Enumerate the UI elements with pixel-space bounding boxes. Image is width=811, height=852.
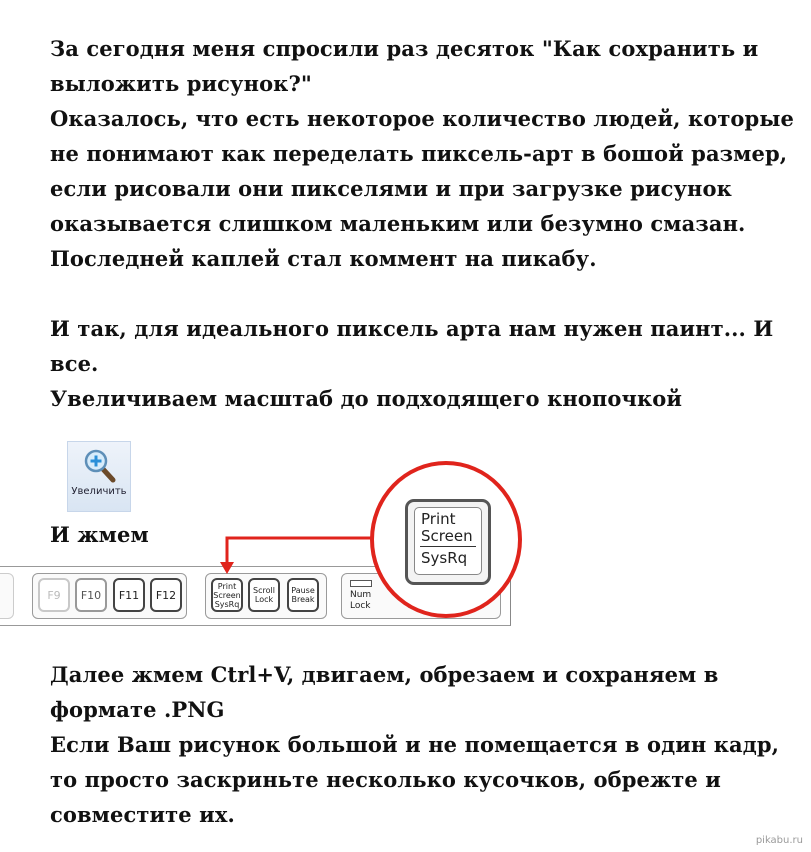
f12-key: F12 [150,578,182,612]
text-line: формате .PNG [50,697,225,722]
scroll-lock-key: Scroll Lock [248,578,280,612]
text-line: оказывается слишком маленьким или безумно смазан. [50,211,746,236]
pause-break-key: Pause Break [287,578,319,612]
num-lock-label: Num Lock [350,590,372,611]
text-line: Далее жмем Ctrl+V, двигаем, обрезаем и сохраняем в [50,662,719,687]
text-line: не понимают как переделать пиксель-арт в бошой размер, [50,141,788,166]
key-group-left [0,573,14,619]
callout-line-3: SysRq [421,549,468,567]
callout-divider [420,546,476,547]
text-line: Если Ваш рисунок большой и не помещается в один кадр, [50,732,780,757]
text-line: если рисовали они пикселями и при загрузке рисунок [50,176,732,201]
print-screen-key-face [414,507,482,575]
paint-paragraph [50,311,774,416]
watermark: pikabu.ru [755,835,803,846]
callout-line-2: Screen [421,527,473,545]
zoom-button-label: Увеличить [71,486,127,497]
text-line: Увеличиваем масштаб до подходящего кнопочкой [50,386,683,411]
print-screen-callout [370,461,522,618]
zoom-in-icon [83,448,117,484]
print-screen-key: Print Screen SysRq [211,578,243,612]
print-screen-key-large [405,499,491,585]
text-line: выложить рисунок?" [50,71,312,96]
text-line: И так, для идеального пиксель арта нам нужен паинт... И [50,316,774,341]
text-line: совместите их. [50,802,235,827]
text-line: Оказалось, что есть некоторое количество людей, которые [50,106,794,131]
text-line: Последней каплей стал коммент на пикабу. [50,246,597,271]
text-line: то просто заскриньте несколько кусочков, обрежте и [50,767,721,792]
intro-paragraph [50,31,794,276]
f9-key: F9 [38,578,70,612]
f10-key: F10 [75,578,107,612]
text-line: За сегодня меня спросили раз десяток "Как сохранить и [50,36,759,61]
num-lock-led [350,580,372,587]
callout-line-1: Print [421,510,456,528]
f11-key: F11 [113,578,145,612]
text-line: все. [50,351,99,376]
outro-paragraph [50,657,780,832]
text-line: И жмем [50,522,149,547]
zoom-in-button [67,441,131,512]
